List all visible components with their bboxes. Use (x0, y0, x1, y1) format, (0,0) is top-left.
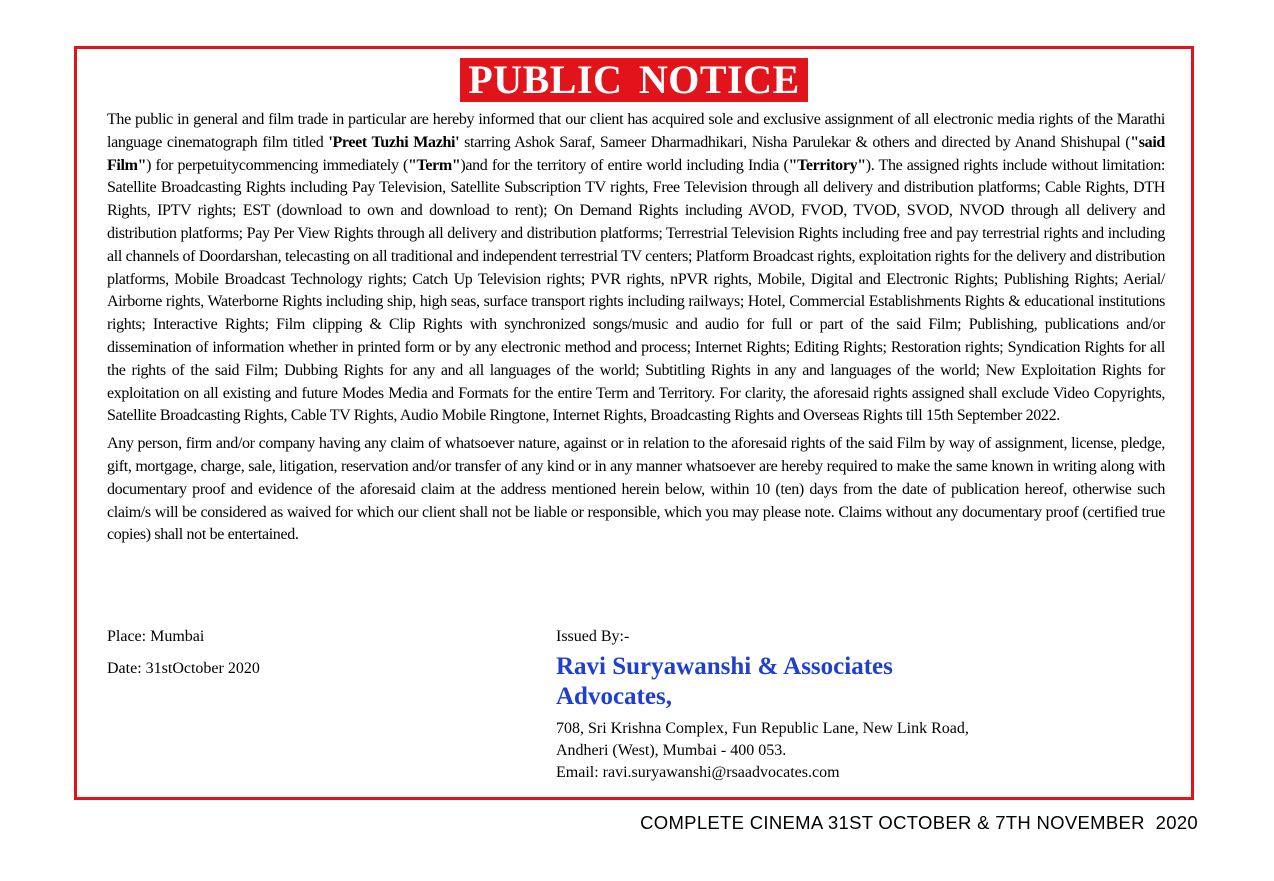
issuer-title: Advocates, (556, 683, 672, 710)
issuer-block (556, 626, 969, 784)
territory-term: "Territory" (788, 156, 866, 174)
para1-text-5: ). The assigned rights include without limitation: Satellite Broadcasting Rights including Pay Television, Satellite Subscription TV rights, Free Television through all delivery and distribution platforms; Cable Rights, DTH Rights, IPTV rights; EST (download to own and download to rent); On Demand Rights including AVOD, FVOD, TVOD, SVOD, NVOD through all delivery and distribution platforms; Pay Per View Rights through all delivery and distribution platforms; Terrestrial Television Rights including free and pay terrestrial rights and including all channels of Doordarshan, telecasting on all traditional and independent terrestrial TV centers; Platform Broadcast rights, exploitation rights for the delivery and distribution platforms, Mobile Broadcast Technology rights; Catch Up Television rights; PVR rights, nPVR rights, Mobile, Digital and Electronic Rights; Publishing Rights; Aerial/ Airborne rights, Waterborne Rights including ship, high seas, surface transport rights including railways; Hotel, Commercial Establishments Rights & educational institutions rights; Interactive Rights; Film clipping & Clip Rights with synchronized songs/music and audio for full or part of the said Film; Publishing, publications and/or dissemination of information whether in printed form or by any electronic method and process; Internet Rights; Editing Rights; Restoration rights; Syndication Rights for all the rights of the said Film; Dubbing Rights for any and all languages of the world; Subtitling Rights in any and languages of the world; New Exploitation Rights for exploitation on all existing and future Modes Media and Formats for the entire Term and Territory. For clarity, the aforesaid rights assigned shall exclude Video Copyrights, Satellite Broadcasting Rights, Cable TV Rights, Audio Mobile Ringtone, Internet Rights, Broadcasting Rights and Overseas Rights till 15th September 2022. (107, 156, 1165, 425)
term-term: "Term" (408, 156, 461, 174)
notice-paragraph-rights (107, 109, 1165, 428)
issued-by-label: Issued By:- (556, 628, 630, 645)
email-line: Email: ravi.suryawanshi@rsaadvocates.com (556, 764, 840, 781)
issuer-name (556, 652, 969, 712)
notice-title: PUBLIC NOTICE (460, 58, 807, 102)
title-wrapper (77, 58, 1191, 102)
date-line: Date: 31stOctober 2020 (107, 660, 260, 677)
issuer-address (556, 718, 969, 784)
publication-footer: COMPLETE CINEMA 31ST OCTOBER & 7TH NOVEMBER 2020 (640, 812, 1198, 833)
para1-text-3: ) for perpetuitycommencing immediately ( (146, 156, 408, 174)
public-notice-box (74, 46, 1194, 800)
notice-paragraph-claims: Any person, firm and/or company having any claim of whatsoever nature, against or in relation to the aforesaid rights of the said Film by way of assignment, license, pledge, gift, mortgage, charge, sale, litigation, reservation and/or transfer of any kind or in any manner whatsoever are hereby required to make the same known in writing along with documentary proof and evidence of the aforesaid claim at the address mentioned herein below, within 10 (ten) days from the date of publication hereof, otherwise such claim/s will be considered as waived for which our client shall not be liable or responsible, which you may please note. Claims without any documentary proof (certified true copies) shall not be entertained. (107, 435, 1165, 544)
para1-text-2: starring Ashok Saraf, Sameer Dharmadhikari, Nisha Parulekar & others and directed by Anand Shishupal ( (459, 133, 1131, 151)
address-line-2: Andheri (West), Mumbai - 400 053. (556, 742, 787, 759)
address-line-1: 708, Sri Krishna Complex, Fun Republic Lane, New Link Road, (556, 720, 969, 737)
notice-body (107, 109, 1165, 552)
place-date-block (107, 626, 260, 690)
para1-text-4: )and for the territory of entire world including India ( (460, 156, 789, 174)
issuer-firm: Ravi Suryawanshi & Associates (556, 653, 893, 680)
film-title: 'Preet Tuzhi Mazhi' (328, 133, 460, 151)
place-line: Place: Mumbai (107, 628, 205, 645)
para1-text-1: The public in general and film trade in particular are hereby informed that our client has acquired sole and exclusive assignment of all electronic media rights of the Marathi language cinematograph film titled (107, 111, 1165, 151)
said-film-term: "said Film" (107, 133, 1165, 174)
